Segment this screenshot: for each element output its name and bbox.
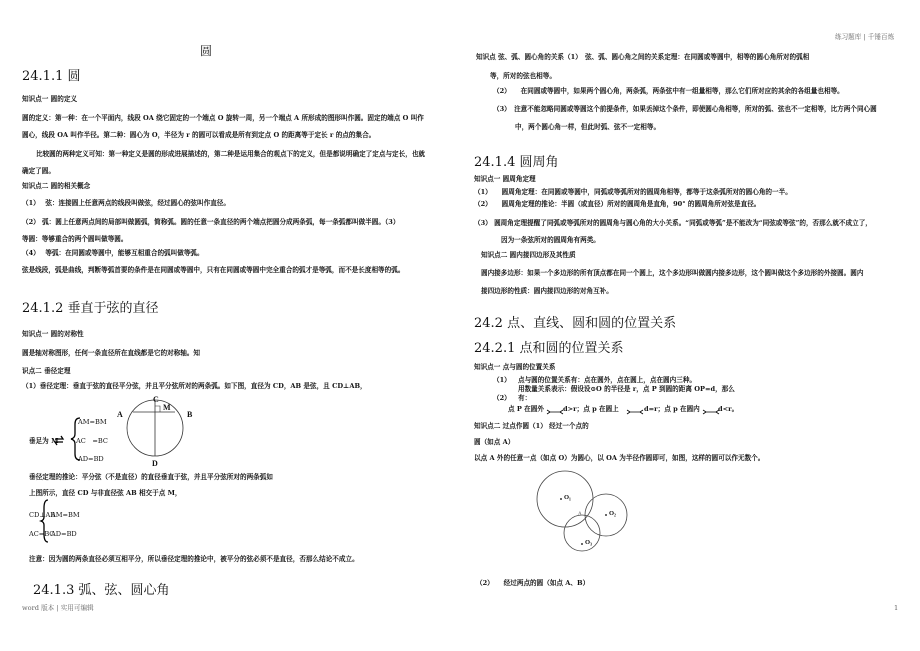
brace-item: CD⊥AB [29,511,56,519]
iff-arrow-icon [703,410,719,414]
iff-arrow-icon [627,410,643,414]
paragraph: 垂径定理的推论：平分弦（不是直径）的直径垂直于弦，并且平分弦所对的两条弧如 [29,473,273,481]
paragraph: 圆（如点 A） [474,438,515,446]
heading-24-1-4: 24.1.4 圆周角 [474,155,559,170]
paragraph: （1）垂径定理：垂直于弦的直径平分弦，并且平分弦所对的两条弧。如下图，直径为 CD，AB 是弦，且 CD⊥AB， [22,382,367,390]
brace-item: AD=BD [51,530,77,538]
list-item: （1） 圆周角定理：在同圆或等圆中，同弧或等弧所对的圆周角相等，都等于这条弧所对的圆心角的一半。 [474,188,792,196]
paragraph: 圆心，线段 OA 叫作半径。第二种：圆心为 O，半径为 r 的圆可以看成是所有到定点 O 的距离等于定长 r 的点的集合。 [22,131,376,139]
point-label-a: A [578,512,582,517]
footer-left: word 版本 | 实用可编辑 [22,604,94,612]
paragraph: 圆内接多边形：如果一个多边形的所有顶点都在同一个圆上，这个多边形叫做圆内接多边形，这个圆叫做这个多边形的外接圆。圆内 [481,269,864,277]
relation: d>r；点 p 在圆上 [563,405,619,413]
heading-24-2-1: 24.2.1 点和圆的位置关系 [474,341,624,356]
list-number: （1） [493,376,511,384]
heading-24-1-2: 24.1.2 垂直于弦的直径 [22,301,159,316]
paragraph: 上图所示，直径 CD 与非直径弦 AB 相交于点 M， [29,489,182,497]
paragraph: 弦是线段，弧是曲线，判断等弧首要的条件是在同圆或等圆中，只有在同圆或等圆中完全重合的弧才是等弧，而不是长度相等的弧。 [22,266,405,274]
brace-item: AC=BC [29,530,55,538]
list-number: （2） [493,394,511,402]
paragraph: 比较圆的两种定义可知：第一种定义是圆的形成进展描述的，第二种是运用集合的观点下的定义，但是都说明确定了定点与定长，也就 [36,150,426,158]
circles-diagram [0,0,1,1]
list-item: 点与圆的位置关系有：点在圆外，点在圆上，点在圆内三种。 [518,376,697,384]
point-label-d: D [152,459,158,468]
paragraph: 中，两个圆心角一样，但此时弧、弦不一定相等。 [515,123,661,131]
brace-item: AM=BM [78,418,107,426]
list-item: （3） 圆周角定理提醒了同弧或等弧所对的圆周角与圆心角的大小关系。“同弧或等弧”是不能改为“同弦或等弦”的，否那么就不成立了， [474,219,872,227]
list-item: （4） 等弧：在同圆或等圆中，能够互相重合的弧叫做等弧。 [22,249,204,257]
brace-item: AC =BC [76,437,108,445]
note: 注意：因为圆的两条直径必须互相平分，所以垂径定理的推论中，被平分的弦必须不是直径，否那么结论不成立。 [29,555,359,563]
foot-label: 垂足为 M [29,437,59,445]
page-title: 圆 [200,44,213,58]
header-right: 练习题库 | 千锤百炼 [835,33,895,41]
paragraph: 圆是轴对称图形，任何一条直径所在直线都是它的对称轴。知 [22,349,201,357]
circle-label: O₁ [564,494,572,501]
paragraph: 以点 A 外的任意一点（如点 O）为圆心，以 OA 为半径作圆即可，如图，这样的圆可以作无数个。 [474,454,765,462]
brace-item: AM=BM [51,511,80,519]
center-dot [605,514,607,516]
kp-heading: 知识点一 圆的定义 [22,95,78,103]
paragraph: 接四边形的性质：圆内接四边形的对角互补。 [481,287,613,295]
list-item: （1） 弦：连接圆上任意两点的线段叫做弦，经过圆心的弦叫作直径。 [22,199,230,207]
list-item: （3） 注意不能忽略同圆或等圆这个前提条件，如果丢掉这个条件，即使圆心角相等，所对的弧、弦也不一定相等，比方两个同心圆 [493,105,877,113]
heading-24-1-1: 24.1.1 圆 [22,69,81,84]
relation: d<r。 [718,405,739,413]
paragraph: 等，所对的弦也相等。 [490,72,556,80]
relation: d=r；点 p 在圆内 [644,405,700,413]
paragraph: 圆的定义：第一种：在一个平面内，线段 OA 绕它固定的一个端点 O 旋转一周，另一个端点 A 所形成的图形叫作圆。固定的端点 O 叫作 [22,114,424,122]
kp-heading: 知识点一 圆的对称性 [22,330,84,338]
list-item: （2） 圆周角定理的推论：半圆（或直径）所对的圆周角是直角，90° 的圆周角所对弦是直径。 [474,200,761,208]
kp-heading: 知识点二 圆的相关概念 [22,182,91,190]
iff-arrow-icon [547,410,563,414]
point-label-b: B [187,410,193,419]
heading-24-2: 24.2 点、直线、圆和圆的位置关系 [474,316,677,331]
right-angle-mark [155,406,160,412]
circle-label: O₃ [585,539,593,546]
point-label-m: M [163,403,171,412]
list-item: （2） 在同圆或等圆中，如果两个圆心角，两条弧，两条弦中有一组量相等，那么它们所对应的其余的各组量也相等。 [493,87,844,95]
list-item: （2） 弧：圆上任意两点间的局部叫做圆弧，简称弧。圆的任意一条直径的两个端点把圆分成两条弧，每一条弧都叫做半圆。（3） [22,218,400,226]
center-dot [581,543,583,545]
heading-24-1-3: 24.1.3 弧、弦、圆心角 [33,583,170,598]
point-label-c: C [153,395,159,404]
relation: 点 P 在圆外 [508,405,544,413]
kp-heading: 知识点二 过点作圆（1） 经过一个点的 [474,422,589,430]
center-dot [560,498,562,500]
list-item: 等圆：等够重合的两个圆叫做等圆。 [22,235,128,243]
list-item: （2） 经过两点的圆（如点 A、B） [476,579,590,587]
circle-label: O₂ [609,510,617,517]
brace-item: AD=BD [78,455,104,463]
kp-heading: 识点二 垂径定理 [22,367,71,375]
paragraph: 因为一条弦所对的圆周角有两类。 [501,236,600,244]
list-item: 有： [518,394,532,402]
kp-heading: 知识点二 圆内接四边形及其性质 [481,251,576,259]
paragraph: 知识点 弦、弧、圆心角的关系（1） 弦、弧、圆心角之间的关系定理：在同圆或等圆中，相等的圆心角所对的弧相 [476,53,810,61]
kp-heading: 知识点一 点与圆的位置关系 [474,363,556,371]
point-label-a: A [117,410,123,419]
list-item: 用数量关系表示：假设设⊙O 的半径是 r，点 P 到圆的距离 OP=d，那么 [518,385,735,393]
page-number: 1 [894,604,899,612]
kp-heading: 知识点一 圆周角定理 [474,175,536,183]
paragraph: 确定了圆。 [22,167,55,175]
